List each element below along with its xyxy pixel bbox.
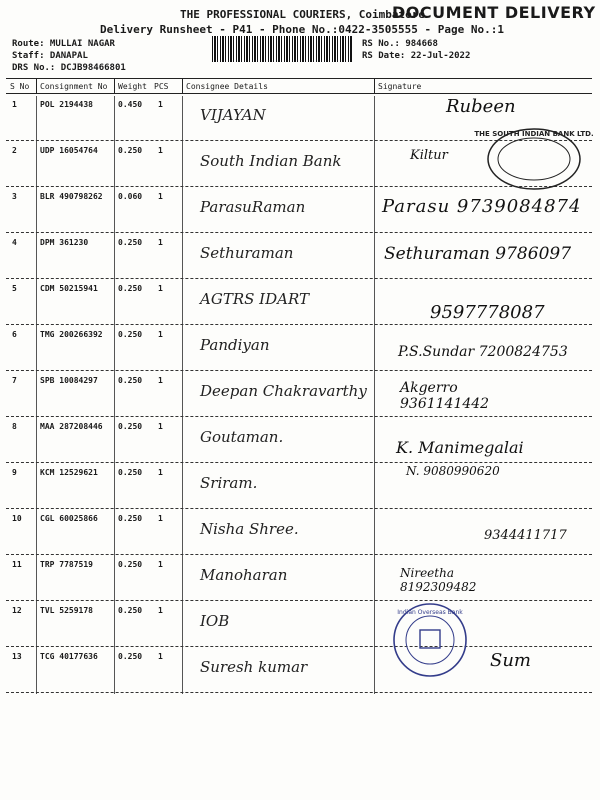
row-sno: 2 xyxy=(12,146,17,155)
staff-label: Staff: DANAPAL xyxy=(12,51,88,61)
row-divider xyxy=(374,510,375,556)
row-divider xyxy=(114,556,115,602)
row-separator xyxy=(6,508,592,509)
signature-row-10: 9344411717 xyxy=(484,528,567,543)
row-weight: 0.250 xyxy=(118,606,143,615)
row-weight: 0.250 xyxy=(118,238,143,247)
row-divider xyxy=(182,188,183,234)
row-separator xyxy=(6,370,592,371)
signature-row-7: Akgerro 9361141442 xyxy=(400,380,490,412)
row-divider xyxy=(114,188,115,234)
row-sno: 1 xyxy=(12,100,17,109)
signature-row-5: 9597778087 xyxy=(430,302,545,323)
row-consignment: CGL 60025866 xyxy=(40,514,98,523)
row-pcs: 1 xyxy=(158,100,163,109)
row-divider xyxy=(36,464,37,510)
row-divider xyxy=(36,648,37,694)
row-divider xyxy=(36,96,37,142)
seal-iob-name: Indian Overseas Bank xyxy=(397,609,463,616)
row-pcs: 1 xyxy=(158,376,163,385)
col-divider xyxy=(374,78,375,93)
row-divider xyxy=(114,464,115,510)
row-weight: 0.250 xyxy=(118,330,143,339)
row-consignee: VIJAYAN xyxy=(200,106,266,124)
row-divider xyxy=(36,418,37,464)
row-divider xyxy=(374,464,375,510)
row-sno: 10 xyxy=(12,514,22,523)
row-divider xyxy=(114,418,115,464)
header-rule-top xyxy=(6,78,592,79)
col-weight: Weight xyxy=(118,82,147,91)
rs-number: RS No.: 984668 xyxy=(362,39,438,49)
row-divider xyxy=(114,96,115,142)
row-pcs: 1 xyxy=(158,652,163,661)
row-consignee: Pandiyan xyxy=(200,336,270,354)
row-pcs: 1 xyxy=(158,238,163,247)
row-separator xyxy=(6,646,592,647)
row-consignment: KCM 12529621 xyxy=(40,468,98,477)
row-divider xyxy=(374,602,375,648)
row-separator xyxy=(6,600,592,601)
row-divider xyxy=(182,326,183,372)
row-consignment: TRP 7787519 xyxy=(40,560,93,569)
header-rule-bottom xyxy=(6,93,592,94)
row-consignment: POL 2194438 xyxy=(40,100,93,109)
signature-row-8: K. Manimegalai xyxy=(396,438,524,457)
row-sno: 5 xyxy=(12,284,17,293)
col-divider xyxy=(36,78,37,93)
row-divider xyxy=(374,418,375,464)
col-signature: Signature xyxy=(378,82,422,91)
row-pcs: 1 xyxy=(158,468,163,477)
row-divider xyxy=(374,556,375,602)
row-divider xyxy=(182,464,183,510)
row-divider xyxy=(36,280,37,326)
row-weight: 0.060 xyxy=(118,192,143,201)
row-consignee: Sriram. xyxy=(200,474,258,492)
col-consignee: Consignee Details xyxy=(186,82,268,91)
row-weight: 0.250 xyxy=(118,468,143,477)
signature-row-4: Sethuraman 9786097 xyxy=(384,244,572,264)
row-divider xyxy=(374,96,375,142)
row-consignee: Deepan Chakravarthy xyxy=(200,382,367,400)
rs-date: RS Date: 22-Jul-2022 xyxy=(362,51,471,61)
row-divider xyxy=(114,602,115,648)
row-divider xyxy=(374,234,375,280)
row-divider xyxy=(374,326,375,372)
row-consignment: CDM 50215941 xyxy=(40,284,98,293)
row-divider xyxy=(36,602,37,648)
row-sno: 4 xyxy=(12,238,17,247)
iob-bank-seal xyxy=(390,600,470,680)
row-sno: 6 xyxy=(12,330,17,339)
row-divider xyxy=(374,372,375,418)
row-divider xyxy=(182,280,183,326)
signature-row-1: Rubeen xyxy=(446,96,516,117)
row-consignee: IOB xyxy=(200,612,230,630)
row-divider xyxy=(36,510,37,556)
route-label: Route: MULLAI NAGAR xyxy=(12,39,115,49)
col-sno: S No xyxy=(10,82,30,91)
row-divider xyxy=(36,188,37,234)
document-delivery-stamp: DOCUMENT DELIVERY xyxy=(392,3,596,22)
row-consignee: Nisha Shree. xyxy=(200,520,299,538)
row-consignee: South Indian Bank xyxy=(200,152,342,170)
row-divider xyxy=(114,326,115,372)
row-consignment: TCG 40177636 xyxy=(40,652,98,661)
row-separator xyxy=(6,692,592,693)
row-sno: 12 xyxy=(12,606,22,615)
row-weight: 0.250 xyxy=(118,422,143,431)
row-sno: 9 xyxy=(12,468,17,477)
row-divider xyxy=(36,326,37,372)
row-divider xyxy=(182,372,183,418)
row-consignment: SPB 10084297 xyxy=(40,376,98,385)
row-divider xyxy=(182,510,183,556)
row-separator xyxy=(6,324,592,325)
row-divider xyxy=(374,648,375,694)
row-consignment: TMG 200266392 xyxy=(40,330,103,339)
row-divider xyxy=(374,280,375,326)
row-divider xyxy=(182,602,183,648)
row-divider xyxy=(36,234,37,280)
col-divider xyxy=(182,78,183,93)
row-consignment: BLR 490798262 xyxy=(40,192,103,201)
row-divider xyxy=(182,96,183,142)
row-pcs: 1 xyxy=(158,192,163,201)
row-sno: 7 xyxy=(12,376,17,385)
row-separator xyxy=(6,462,592,463)
row-divider xyxy=(182,418,183,464)
row-sno: 13 xyxy=(12,652,22,661)
row-pcs: 1 xyxy=(158,146,163,155)
row-divider xyxy=(182,648,183,694)
row-weight: 0.250 xyxy=(118,514,143,523)
barcode xyxy=(212,36,352,62)
signature-row-13: Sum xyxy=(490,650,531,671)
row-pcs: 1 xyxy=(158,422,163,431)
signature-row-9: N. 9080990620 xyxy=(406,464,500,478)
row-weight: 0.250 xyxy=(118,560,143,569)
row-divider xyxy=(182,142,183,188)
row-separator xyxy=(6,554,592,555)
signature-row-3: Parasu 9739084874 xyxy=(382,196,582,217)
courier-title: THE PROFESSIONAL COURIERS, Coimbatore xyxy=(180,8,426,21)
seal-bank-name: THE SOUTH INDIAN BANK LTD. xyxy=(474,130,594,138)
row-divider xyxy=(182,556,183,602)
row-divider xyxy=(36,556,37,602)
row-divider xyxy=(182,234,183,280)
row-divider xyxy=(36,142,37,188)
row-weight: 0.250 xyxy=(118,652,143,661)
row-pcs: 1 xyxy=(158,284,163,293)
row-consignee: AGTRS IDART xyxy=(200,290,309,308)
row-weight: 0.250 xyxy=(118,146,143,155)
row-weight: 0.250 xyxy=(118,376,143,385)
row-consignee: Manoharan xyxy=(200,566,288,584)
row-divider xyxy=(114,280,115,326)
row-sno: 8 xyxy=(12,422,17,431)
row-consignee: Sethuraman xyxy=(200,244,294,262)
row-consignment: TVL 5259178 xyxy=(40,606,93,615)
row-divider xyxy=(114,510,115,556)
row-sno: 11 xyxy=(12,560,22,569)
south-indian-bank-seal xyxy=(474,124,594,194)
row-sno: 3 xyxy=(12,192,17,201)
row-pcs: 1 xyxy=(158,606,163,615)
col-pcs: PCS xyxy=(154,82,169,91)
row-divider xyxy=(114,372,115,418)
row-consignment: DPM 361230 xyxy=(40,238,89,247)
row-weight: 0.450 xyxy=(118,100,143,109)
row-consignee: Goutaman. xyxy=(200,428,284,446)
row-divider xyxy=(114,234,115,280)
row-divider xyxy=(114,142,115,188)
row-divider xyxy=(36,372,37,418)
row-pcs: 1 xyxy=(158,560,163,569)
row-divider xyxy=(374,188,375,234)
row-divider xyxy=(374,142,375,188)
row-separator xyxy=(6,232,592,233)
drs-number: DRS No.: DCJB98466801 xyxy=(12,63,126,73)
row-separator xyxy=(6,278,592,279)
row-separator xyxy=(6,416,592,417)
signature-row-11: Nireetha 8192309482 xyxy=(400,566,477,594)
row-weight: 0.250 xyxy=(118,284,143,293)
signature-row-2: Kiltur xyxy=(410,148,448,163)
row-consignee: ParasuRaman xyxy=(200,198,306,216)
row-pcs: 1 xyxy=(158,330,163,339)
row-divider xyxy=(114,648,115,694)
col-divider xyxy=(114,78,115,93)
row-consignment: MAA 287208446 xyxy=(40,422,103,431)
signature-row-6: P.S.Sundar 7200824753 xyxy=(398,344,568,360)
row-consignee: Suresh kumar xyxy=(200,658,308,676)
row-consignment: UDP 16054764 xyxy=(40,146,98,155)
col-consignment: Consignment No xyxy=(40,82,108,91)
row-pcs: 1 xyxy=(158,514,163,523)
runsheet-line: Delivery Runsheet - P41 - Phone No.:0422-3505555 - Page No.:1 xyxy=(100,23,504,36)
